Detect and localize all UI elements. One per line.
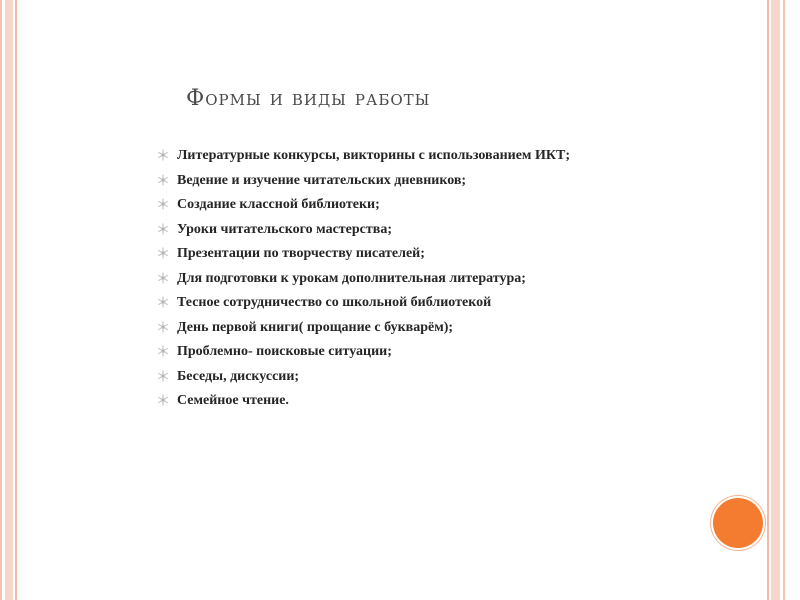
left-border-line-inner xyxy=(15,0,17,600)
list-item xyxy=(157,269,570,294)
orange-circle-decoration xyxy=(713,498,763,548)
list-item-text: Тесное сотрудничество со школьной библиотекой xyxy=(177,295,492,310)
snowflake-bullet-icon xyxy=(157,394,169,406)
left-border-line-outer xyxy=(0,0,2,600)
snowflake-bullet-icon xyxy=(157,296,169,308)
bullet-list xyxy=(157,146,570,416)
snowflake-bullet-icon xyxy=(157,247,169,259)
snowflake-bullet-icon xyxy=(157,345,169,357)
list-item xyxy=(157,318,570,343)
list-item xyxy=(157,220,570,245)
right-border-line-inner xyxy=(767,0,769,600)
list-item xyxy=(157,367,570,392)
slide-title: Формы и виды работы xyxy=(186,86,431,111)
list-item xyxy=(157,342,570,367)
list-item-text: Презентации по творчеству писателей; xyxy=(177,246,425,261)
list-item-text: Создание классной библиотеки; xyxy=(177,197,380,212)
snowflake-bullet-icon xyxy=(157,272,169,284)
list-item-text: Уроки читательского мастерства; xyxy=(177,221,392,237)
list-item xyxy=(157,146,570,171)
list-item xyxy=(157,391,570,416)
list-item xyxy=(157,171,570,196)
list-item-text: Для подготовки к урокам дополнительная литература; xyxy=(177,270,526,286)
snowflake-bullet-icon xyxy=(157,321,169,333)
list-item-text: День первой книги( прощание с букварём); xyxy=(177,319,454,335)
list-item-text: Беседы, дискуссии; xyxy=(177,368,300,384)
list-item-text: Проблемно- поисковые ситуации; xyxy=(177,344,392,359)
snowflake-bullet-icon xyxy=(157,223,169,235)
list-item-text: Литературные конкурсы, викторины с использованием ИКТ; xyxy=(177,148,570,163)
snowflake-bullet-icon xyxy=(157,174,169,186)
list-item-text: Ведение и изучение читательских дневников; xyxy=(177,172,467,188)
left-border-line-wide xyxy=(5,0,13,600)
snowflake-bullet-icon xyxy=(157,370,169,382)
snowflake-bullet-icon xyxy=(157,198,169,210)
snowflake-bullet-icon xyxy=(157,149,169,161)
list-item xyxy=(157,195,570,220)
list-item-text: Семейное чтение. xyxy=(177,393,289,408)
list-item xyxy=(157,244,570,269)
right-border-line-wide xyxy=(771,0,780,600)
list-item xyxy=(157,293,570,318)
right-border-line-outer xyxy=(783,0,785,600)
